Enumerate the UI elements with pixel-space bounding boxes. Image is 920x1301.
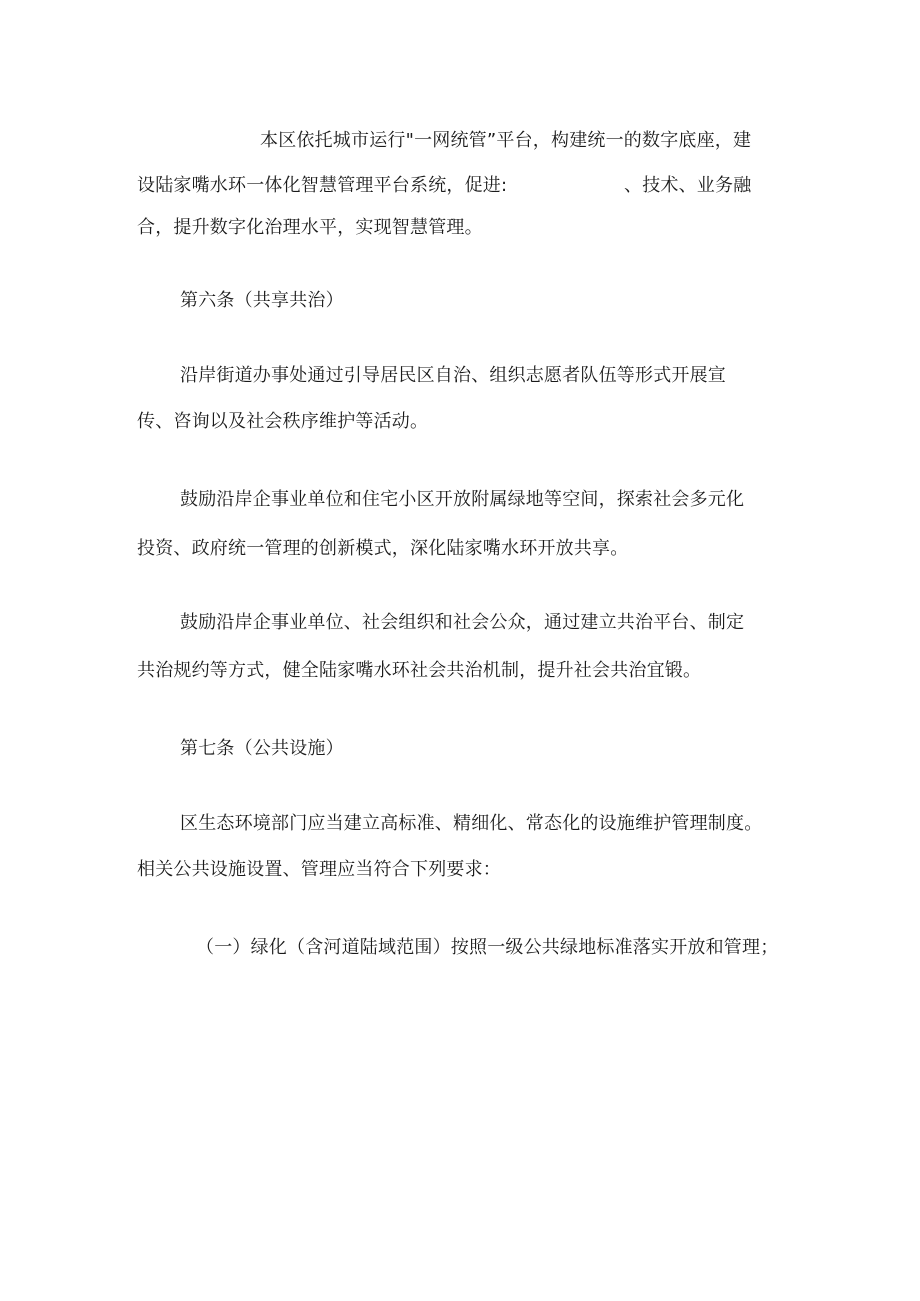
- article-7-p1-line-1: 区生态环境部门应当建立高标准、精细化、常态化的设施维护管理制度。: [180, 813, 763, 834]
- article-6-p1-line-2: 传、咨询以及社会秩序维护等活动。: [137, 411, 429, 432]
- article-7-item-1: （一）绿化（含河道陆域范围）按照一级公共绿地标准落实开放和管理；: [196, 937, 779, 958]
- article-6-p2-line-1: 鼓励沿岸企事业单位和住宅小区开放附属绿地等空间，探索社会多元化: [180, 489, 745, 510]
- paragraph-platform-line-1: 本区依托城市运行"一网统管”平台，构建统一的数字底座，建: [260, 130, 752, 151]
- article-6-heading: 第六条（共享共治）: [180, 290, 344, 311]
- article-6-p3-line-2: 共治规约等方式，健全陆家嘴水环社会共治机制，提升社会共治宜锻。: [137, 660, 702, 681]
- paragraph-platform-line-3: 合，提升数字化治理水平，实现智慧管理。: [137, 217, 483, 238]
- paragraph-platform-line-2a: 设陆家嘴水环一体化智慧管理平台系统，促进:: [137, 175, 508, 196]
- article-6-p3-line-1: 鼓励沿岸企事业单位、社会组织和社会公众，通过建立共治平台、制定: [180, 612, 745, 633]
- article-7-heading: 第七条（公共设施）: [180, 738, 344, 759]
- article-6-p2-line-2: 投资、政府统一管理的创新模式，深化陆家嘴水环开放共享。: [137, 538, 629, 559]
- article-6-p1-line-1: 沿岸街道办事处通过引导居民区自治、组织志愿者队伍等形式开展宣: [180, 365, 726, 386]
- article-7-p1-line-2: 相关公共设施设置、管理应当符合下列要求：: [137, 859, 501, 880]
- paragraph-platform-line-2b: 、技术、业务融: [624, 175, 752, 196]
